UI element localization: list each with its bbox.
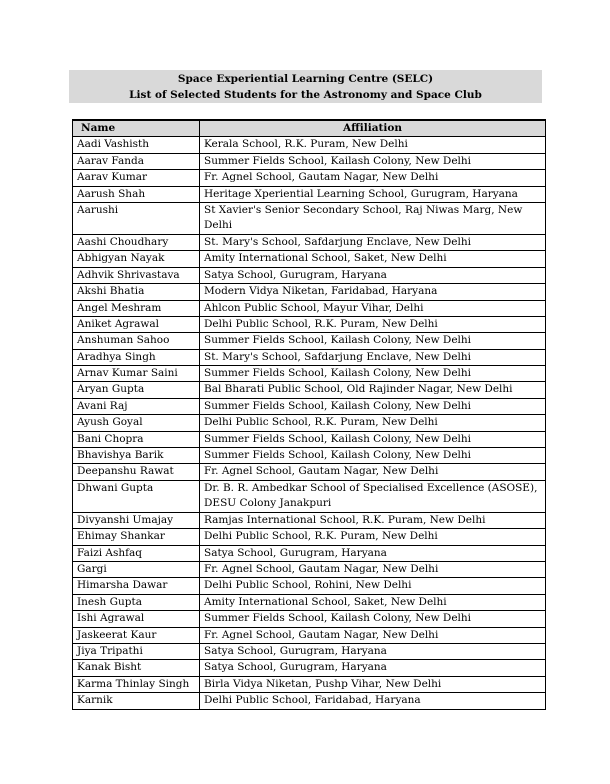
student-name-cell: Karnik [73,693,200,709]
student-name-cell: Deepanshu Rawat [73,464,200,480]
table-row [73,398,546,414]
affiliation-cell: Fr. Agnel School, Gautam Nagar, New Delhi [200,561,546,577]
affiliation-cell: Satya School, Gurugram, Haryana [200,660,546,676]
affiliation-cell: Fr. Agnel School, Gautam Nagar, New Delhi [200,627,546,643]
student-name-cell: Aarush Shah [73,186,200,202]
student-name-cell: Adhvik Shrivastava [73,267,200,283]
table-row [73,561,546,577]
student-name-cell: Angel Meshram [73,300,200,316]
student-name-cell: Bani Chopra [73,431,200,447]
affiliation-cell: St. Mary's School, Safdarjung Enclave, New Delhi [200,234,546,250]
table-row [73,202,546,234]
table-row [73,431,546,447]
affiliation-cell: Satya School, Gurugram, Haryana [200,643,546,659]
student-name-cell: Himarsha Dawar [73,578,200,594]
column-header-affiliation: Affiliation [200,120,546,137]
student-name-cell: Akshi Bhatia [73,284,200,300]
student-name-cell: Faizi Ashfaq [73,545,200,561]
table-row [73,349,546,365]
table-row [73,234,546,250]
table-row [73,611,546,627]
table-row [73,660,546,676]
header-subtitle: List of Selected Students for the Astronomy and Space Club [129,89,482,101]
student-name-cell: Aniket Agrawal [73,316,200,332]
student-name-cell: Dhwani Gupta [73,480,200,512]
affiliation-cell: Satya School, Gurugram, Haryana [200,267,546,283]
table-row [73,627,546,643]
table-row [73,382,546,398]
affiliation-cell: Bal Bharati Public School, Old Rajinder Nagar, New Delhi [200,382,546,398]
table-row [73,186,546,202]
document-header [69,70,542,103]
student-name-cell: Jiya Tripathi [73,643,200,659]
table-row [73,366,546,382]
header-title: Space Experiential Learning Centre (SELC) [177,73,434,85]
affiliation-cell: St. Mary's School, Safdarjung Enclave, New Delhi [200,349,546,365]
student-name-cell: Arnav Kumar Saini [73,366,200,382]
table-row [73,316,546,332]
affiliation-cell: Fr. Agnel School, Gautam Nagar, New Delhi [200,170,546,186]
affiliation-cell: Summer Fields School, Kailash Colony, New Delhi [200,431,546,447]
student-name-cell: Abhigyan Nayak [73,251,200,267]
affiliation-cell: Delhi Public School, R.K. Puram, New Delhi [200,316,546,332]
table-row [73,137,546,153]
table-row [73,153,546,169]
student-name-cell: Anshuman Sahoo [73,333,200,349]
student-name-cell: Gargi [73,561,200,577]
affiliation-cell: Delhi Public School, Rohini, New Delhi [200,578,546,594]
table-row [73,284,546,300]
affiliation-cell: Summer Fields School, Kailash Colony, New Delhi [200,448,546,464]
table-row [73,251,546,267]
affiliation-cell: Heritage Xperiential Learning School, Gurugram, Haryana [200,186,546,202]
student-name-cell: Ayush Goyal [73,415,200,431]
affiliation-cell: Summer Fields School, Kailash Colony, New Delhi [200,611,546,627]
affiliation-cell: Summer Fields School, Kailash Colony, New Delhi [200,333,546,349]
students-table [72,119,546,710]
student-name-cell: Ehimay Shankar [73,529,200,545]
student-name-cell: Avani Raj [73,398,200,414]
student-name-cell: Aadi Vashisth [73,137,200,153]
table-row [73,693,546,709]
student-name-cell: Aashi Choudhary [73,234,200,250]
table-header-row [73,120,546,137]
table-row [73,415,546,431]
affiliation-cell: Delhi Public School, Faridabad, Haryana [200,693,546,709]
student-name-cell: Karma Thinlay Singh [73,676,200,692]
table-row [73,676,546,692]
column-header-name: Name [73,120,200,137]
affiliation-cell: Delhi Public School, R.K. Puram, New Delhi [200,415,546,431]
affiliation-cell: Ramjas International School, R.K. Puram, New Delhi [200,512,546,528]
student-name-cell: Inesh Gupta [73,594,200,610]
table-row [73,578,546,594]
table-row [73,448,546,464]
affiliation-cell: Amity International School, Saket, New Delhi [200,251,546,267]
affiliation-cell: Summer Fields School, Kailash Colony, New Delhi [200,153,546,169]
student-name-cell: Kanak Bisht [73,660,200,676]
table-row [73,170,546,186]
student-name-cell: Aradhya Singh [73,349,200,365]
student-name-cell: Aarav Fanda [73,153,200,169]
affiliation-cell: Fr. Agnel School, Gautam Nagar, New Delhi [200,464,546,480]
affiliation-cell: Summer Fields School, Kailash Colony, New Delhi [200,366,546,382]
table-row [73,643,546,659]
table-row [73,333,546,349]
table-row [73,267,546,283]
table-row [73,512,546,528]
student-name-cell: Jaskeerat Kaur [73,627,200,643]
student-name-cell: Ishi Agrawal [73,611,200,627]
table-row [73,529,546,545]
affiliation-cell: Dr. B. R. Ambedkar School of Specialised Excellence (ASOSE), DESU Colony Janakpuri [200,480,546,512]
table-row [73,545,546,561]
affiliation-cell: Modern Vidya Niketan, Faridabad, Haryana [200,284,546,300]
affiliation-cell: St Xavier's Senior Secondary School, Raj Niwas Marg, New Delhi [200,202,546,234]
affiliation-cell: Delhi Public School, R.K. Puram, New Delhi [200,529,546,545]
affiliation-cell: Birla Vidya Niketan, Pushp Vihar, New Delhi [200,676,546,692]
student-name-cell: Bhavishya Barik [73,448,200,464]
student-name-cell: Aarav Kumar [73,170,200,186]
table-row [73,594,546,610]
affiliation-cell: Kerala School, R.K. Puram, New Delhi [200,137,546,153]
table-row [73,300,546,316]
table-row [73,464,546,480]
table-row [73,480,546,512]
affiliation-cell: Ahlcon Public School, Mayur Vihar, Delhi [200,300,546,316]
affiliation-cell: Summer Fields School, Kailash Colony, New Delhi [200,398,546,414]
affiliation-cell: Amity International School, Saket, New Delhi [200,594,546,610]
student-name-cell: Aryan Gupta [73,382,200,398]
student-name-cell: Divyanshi Umajay [73,512,200,528]
student-name-cell: Aarushi [73,202,200,234]
affiliation-cell: Satya School, Gurugram, Haryana [200,545,546,561]
